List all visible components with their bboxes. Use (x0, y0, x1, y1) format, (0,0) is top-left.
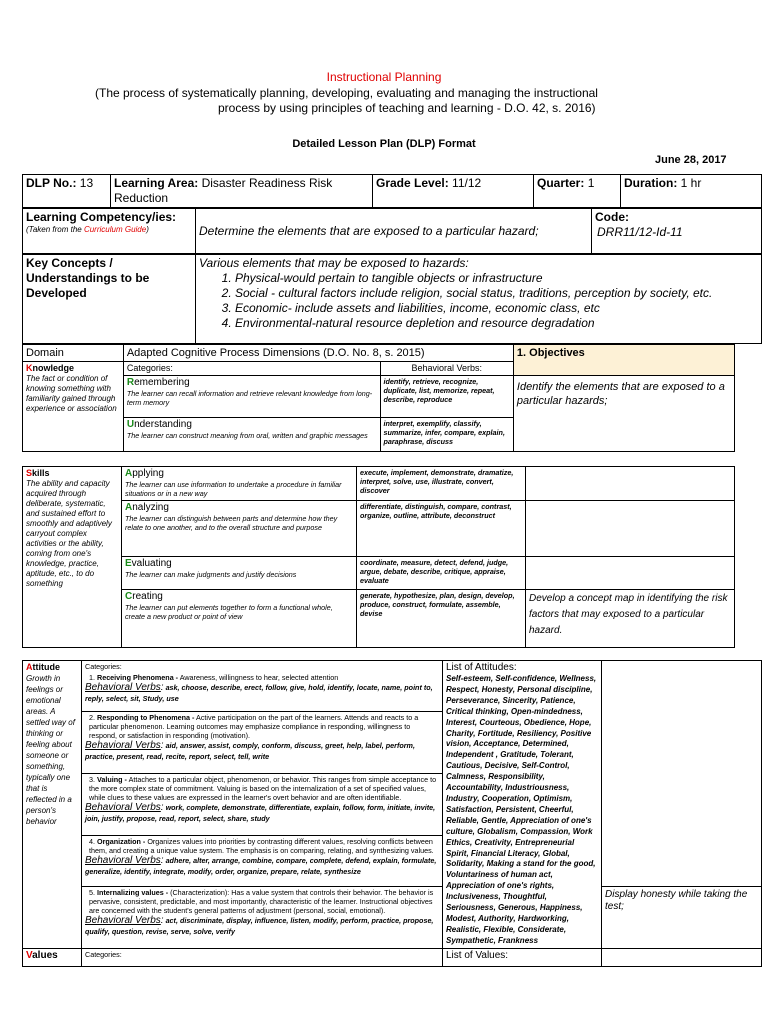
skills-objective: Develop a concept map in identifying the risk factors that may exposed to a particular hazard. (526, 589, 735, 647)
page-title: Instructional Planning (326, 70, 442, 84)
skills-desc: The ability and capacity acquired through deliberate, systematic, and sustained effort to smoothly and adaptively carryout complex activities or the ability, coming from one's knowledge, practice, aptitude, etc., to do something (26, 479, 112, 588)
page-subtitle-2: process by using principles of teaching and learning - D.O. 42, s. 2016) (218, 101, 596, 115)
values-list-label: List of Values: (443, 948, 602, 966)
attitude-domain-cell (23, 661, 82, 949)
evaluating-title: Evaluating (125, 558, 172, 570)
dimensions-header: Adapted Cognitive Process Dimensions (D.O. No. 8, s. 2015) (123, 345, 513, 362)
behavioral-verbs-header: Behavioral Verbs: (380, 362, 513, 376)
analyzing-verbs: differentiate, distinguish, compare, contrast, organize, outline, attribute, deconstruct (357, 501, 526, 557)
page-subtitle-1: (The process of systematically planning, developing, evaluating and managing the instructional (95, 86, 598, 100)
values-categories-label: Categories: (82, 948, 443, 966)
key-concepts-intro: Various elements that may be exposed to hazards: (199, 256, 469, 270)
duration-value: 1 hr (680, 176, 702, 190)
learning-area-cell (111, 175, 373, 208)
grade-level-cell (373, 175, 534, 208)
attitude-item-3: 3. Valuing - Attaches to a particular object, phenomenon, or behavior. This ranges from simple acceptance to the more complex state of commitment. Valuing is based on the internalization of a set of specified values, while clues to these values are expressed in the learner's overt behavior and are often identifiable. Behavioral Verbs: work, complete, demonstrate, differentiate, explain, follow, form, initiate, invite, join, justify, propose, read, report, select, share, study (82, 773, 443, 835)
evaluating-objective (526, 557, 735, 589)
knowledge-domain-cell (23, 362, 124, 452)
applying-objective (526, 467, 735, 501)
list-item: 2. Social - cultural factors include religion, social status, traditions, perception by society, etc. (235, 286, 758, 301)
quarter-label: Quarter: (537, 176, 585, 190)
competency-text: Determine the elements that are exposed to a particular hazard; (196, 209, 592, 254)
understanding-title: Understanding (126, 419, 192, 430)
categories-header: Categories: (123, 362, 380, 376)
attitudes-list-cell (443, 661, 602, 949)
list-item: 1. Physical-would pertain to tangible objects or infrastructure (235, 271, 758, 286)
attitude-objective: Display honesty while taking the test; (602, 886, 762, 948)
analyzing-title: Analyzing (125, 502, 169, 514)
analyzing-cell (122, 501, 357, 557)
understanding-verbs: interpret, exemplify, classify, summarize, infer, compare, explain, paraphrase, discuss (380, 418, 513, 452)
grade-level-value: 11/12 (452, 176, 482, 190)
curriculum-guide-link: Curriculum Guide (83, 225, 147, 234)
competency-label-cell (23, 209, 196, 254)
applying-title: Applying (125, 468, 164, 479)
key-concepts-label: Key Concepts / Understandings to be Developed (23, 255, 196, 344)
knowledge-title: Knowledge (26, 363, 75, 373)
knowledge-desc: The fact or condition of knowing something with familiarity gained through experience or association (26, 374, 117, 413)
attitude-item-5: 5. Internalizing values - (Characterization): Has a value system that controls their behavior. The behavior is pervasive, consistent, predictable, and most importantly, characteristic of the learner. Instructional objectives are concerned with the student's general patterns of adjustment (personal, social, emotional). Behavioral Verbs: act, discriminate, display, influence, listen, modify, perform, practice, propose, qualify, question, revise, serve, solve, verify (82, 886, 443, 948)
attitude-item-1: 1. Receiving Phenomena - Awareness, willingness to hear, selected attention Behavioral Verbs: ask, choose, describe, erect, follow, give, hold, identify, locate, name, point to, reply, select, sit, Study, use (82, 672, 443, 711)
code-cell (592, 209, 762, 254)
format-title: Detailed Lesson Plan (DLP) Format (292, 138, 476, 150)
remembering-cell (123, 376, 380, 418)
knowledge-objective: Identify the elements that are exposed to a particular hazards; (513, 376, 734, 452)
remembering-title: Remembering (126, 377, 190, 388)
skills-title: Skills (26, 468, 50, 478)
applying-desc: The learner can use information to undertake a procedure in familiar situations or in a new way (125, 480, 342, 498)
skills-domain-cell (23, 467, 122, 648)
competency-table (22, 208, 762, 254)
creating-verbs: generate, hypothesize, plan, design, develop, produce, construct, formulate, assemble, devise (357, 589, 526, 647)
dlp-label: DLP No.: (26, 176, 77, 190)
learning-area-value: Disaster Readiness Risk Reduction (114, 176, 333, 205)
attitude-item-2: 2. Responding to Phenomena - Active participation on the part of the learners. Attends and reacts to a particular phenomenon. Learning outcomes may emphasize compliance in responding, willingness to respond, or satisfaction in responding (motivation). Behavioral Verbs: aid, answer, assist, comply, conform, discuss, greet, help, label, perform, practice, present, read, recite, report, select, tell, write (82, 711, 443, 773)
info-row-table (22, 174, 762, 208)
creating-cell (122, 589, 357, 647)
values-domain-cell: Values (23, 948, 82, 966)
attitude-objective-empty (602, 661, 762, 887)
attitude-item-4: 4. Organization - Organizes values into priorities by contrasting different values, resolving conflicts between them, and creating a unique value system. The emphasis is on comparing, relating, and synthesizing values. Behavioral Verbs: adhere, alter, arrange, combine, compare, complete, defend, explain, formulate, generalize, identify, integrate, modify, order, organize, prepare, relate, synthesize (82, 835, 443, 886)
code-value: DRR11/12-Id-11 (597, 225, 683, 239)
attitude-table (22, 660, 762, 967)
dlp-value: 13 (79, 176, 94, 190)
key-concepts-list (199, 271, 758, 331)
attitudes-list: Self-esteem, Self-confidence, Wellness, Respect, Honesty, Personal discipline, Perseverance, Sincerity, Patience, Critical thinking, Open-mindedness, Interest, Courteous, Obedience, Hope, Charity, Fortitude, Resiliency, Positive vision, Acceptance, Determined, Independent , Gratitude, Tolerant, Cautious, Decisive, Self-Control, Calmness, Responsibility, Accountability, Industriousness, Industry, Cooperation, Optimism, Satisfaction, Persistent, Cheerful, Reliable, Gentle, Appreciation of one's culture, Globalism, Compassion, Work Ethics, Creativity, Entrepreneurial Spirit, Financial Literacy, Global, Solidarity, Making a stand for the good, Voluntariness of human act, Appreciation of one's rights, Inclusiveness, Thoughtful, Seriousness, Generous, Happiness, Modest, Authority, Hardworking, Realistic, Flexible, Considerate, Sympathetic, Frankness (446, 674, 597, 945)
key-concepts-content (196, 255, 762, 344)
duration-cell (621, 175, 762, 208)
attitude-categories-label: Categories: (82, 661, 443, 673)
learning-area-label: Learning Area: (114, 176, 199, 190)
evaluating-verbs: coordinate, measure, detect, defend, judge, argue, debate, describe, critique, appraise, evaluate (357, 557, 526, 589)
list-item: 3. Economic- include assets and liabilities, income, economic class, etc (235, 301, 758, 316)
duration-label: Duration: (624, 176, 678, 190)
grade-level-label: Grade Level: (376, 176, 449, 190)
applying-verbs: execute, implement, demonstrate, dramatize, interpret, solve, use, illustrate, convert, discover (357, 467, 526, 501)
domain-header: Domain (23, 345, 124, 362)
values-objective-empty (602, 948, 762, 966)
remembering-verbs: identify, retrieve, recognize, duplicate, list, memorize, repeat, describe, reproduce (380, 376, 513, 418)
competency-label: Learning Competency/ies: (26, 210, 177, 224)
attitude-desc: Growth in feelings or emotional areas. A settled way of thinking or feeling about someone or something, typically one that is reflected in a person's behavior (26, 674, 75, 826)
applying-cell (122, 467, 357, 501)
understanding-cell (123, 418, 380, 452)
curriculum-guide-note: (Taken from the Curriculum Guide) (26, 225, 149, 234)
attitudes-list-label: List of Attitudes: (446, 662, 517, 673)
code-label: Code: (595, 210, 629, 224)
creating-desc: The learner can put elements together to form a functional whole, create a new product or point of view (125, 602, 333, 621)
key-concepts-table (22, 254, 762, 344)
skills-table (22, 466, 735, 648)
list-item: 4. Environmental-natural resource depletion and resource degradation (235, 316, 758, 331)
knowledge-table (22, 344, 735, 452)
analyzing-objective (526, 501, 735, 557)
plan-date: June 28, 2017 (655, 154, 727, 166)
objectives-header: 1. Objectives (513, 345, 734, 376)
quarter-cell (534, 175, 621, 208)
quarter-value: 1 (587, 176, 595, 190)
dlp-number-cell (23, 175, 111, 208)
remembering-desc: The learner can recall information and retrieve relevant knowledge from long-term memory (126, 389, 373, 407)
evaluating-cell (122, 557, 357, 589)
attitude-title: Attitude (26, 662, 60, 672)
evaluating-desc: The learner can make judgments and justify decisions (125, 570, 297, 580)
understanding-desc: The learner can construct meaning from oral, written and graphic messages (126, 431, 368, 440)
analyzing-desc: The learner can distinguish between parts and determine how they relate to one another, and to the overall structure and purpose (125, 514, 338, 533)
creating-title: Creating (125, 590, 163, 602)
